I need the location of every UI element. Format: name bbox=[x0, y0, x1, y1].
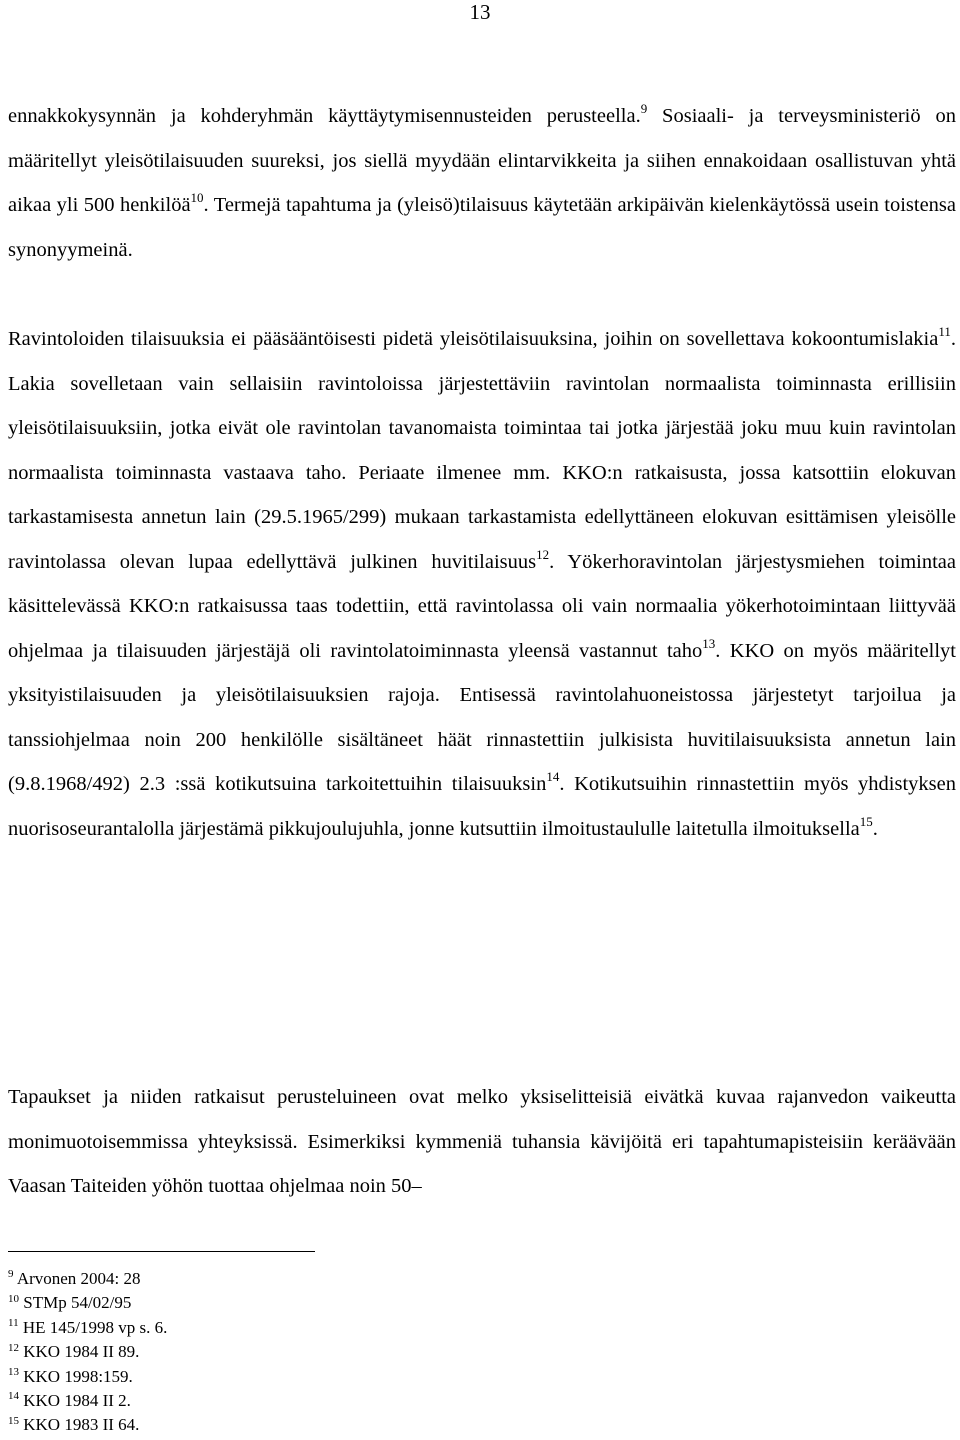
footnote-text: HE 145/1998 vp s. 6. bbox=[22, 1317, 168, 1337]
paragraph-text: Ravintoloiden tilaisuuksia ei pääsääntöisesti pidetä yleisötilaisuuksina, joihin on sovellettava kokoontumislakia bbox=[8, 328, 939, 350]
footnote-text: STMp 54/02/95 bbox=[23, 1293, 132, 1313]
paragraph-text: :ssä kotikutsuina tarkoitettuihin tilaisuuksin bbox=[174, 773, 547, 795]
footnote-ref-12[interactable]: 12 bbox=[536, 546, 550, 562]
footnote-number: 14 bbox=[8, 1390, 19, 1403]
paragraph-text: . KKO on myös määritellyt yksityistilaisuuden ja yleisötilaisuuksien rajoja. Entisessä ravintolahuoneistossa järjestetyt tarjoilua ja tanssiohjelmaa noin 200 henkilölle sisältäneet häät rinnastettiin julkisista huvitilaisuuksista annetun lain (9.8.1968/492) 2.3 bbox=[8, 639, 956, 795]
footnote-text: Arvonen 2004: 28 bbox=[16, 1269, 141, 1288]
footnote-number: 11 bbox=[8, 1317, 19, 1330]
paragraph-1 bbox=[8, 94, 956, 272]
paragraph-text: . bbox=[872, 817, 878, 840]
footnotes-list bbox=[8, 1267, 608, 1438]
footnote-text: KKO 1998:159. bbox=[23, 1366, 133, 1386]
footnote-number: 15 bbox=[8, 1414, 19, 1427]
paragraph-2 bbox=[8, 317, 956, 851]
footnote-ref-11[interactable]: 11 bbox=[938, 324, 951, 340]
footnote-number: 10 bbox=[8, 1292, 19, 1305]
paragraph-text: . Kotikutsuihin rinnastettiin myös yhdistyksen nuorisoseurantalolla järjestämä pikkujoulujuhla, jonne kutsuttiin ilmoitustaululle laitetulla ilmoituksella bbox=[8, 773, 956, 840]
footnote-item bbox=[8, 1316, 608, 1340]
paragraph-text: ennakkokysynnän ja kohderyhmän käyttäytymisennusteiden perusteella. bbox=[8, 105, 641, 127]
footnote-number: 9 bbox=[8, 1268, 14, 1281]
footnote-divider bbox=[8, 1251, 315, 1252]
footnote-item bbox=[8, 1413, 608, 1437]
footnote-ref-10[interactable]: 10 bbox=[190, 190, 204, 206]
page-number: 13 bbox=[469, 0, 491, 24]
footnote-text: KKO 1984 II 89. bbox=[23, 1342, 140, 1362]
footnote-number: 12 bbox=[8, 1341, 19, 1354]
footnote-ref-13[interactable]: 13 bbox=[702, 635, 716, 651]
footnote-item bbox=[8, 1291, 608, 1315]
footnote-ref-14[interactable]: 14 bbox=[546, 769, 560, 785]
paragraph-text: . Lakia sovelletaan vain sellaisiin ravintoloissa järjestettäviin ravintolan normaalista toiminnasta erillisiin yleisötilaisuuksiin, jotka eivät ole ravintolan tavanomaista toimintaa tai jotka järjestää joku muu kuin ravintolan normaalista toiminnasta vastaava taho. Periaate ilmenee mm. KKO:n ratkaisusta, jossa katsottiin elokuvan tarkastamisesta annetun lain (29.5.1965/299) mukaan tarkastamista edellyttäneen elokuvan esittämisen yleisölle ravintolassa olevan lupaa edellyttävä julkinen huvitilaisuus bbox=[8, 328, 956, 573]
paragraph-text: . Termejä tapahtuma ja (yleisö)tilaisuus käytetään arkipäivän kielenkäytössä usein toistensa synonyymeinä. bbox=[8, 194, 956, 261]
footnote-item bbox=[8, 1389, 608, 1413]
footnote-text: KKO 1983 II 64. bbox=[23, 1415, 140, 1435]
paragraph-text: Sosiaali- ja terveysministeriö on määritellyt yleisötilaisuuden suureksi, jos siellä myydään elintarvikkeita ja siihen ennakoidaan osallistuvan yhtä aikaa yli 500 henkilöä bbox=[8, 105, 956, 216]
footnote-text: KKO 1984 II 2. bbox=[23, 1391, 131, 1411]
footnote-ref-15[interactable]: 15 bbox=[859, 813, 873, 829]
footnote-number: 13 bbox=[8, 1365, 19, 1378]
footnote-item bbox=[8, 1340, 608, 1364]
paragraph-text: Tapaukset ja niiden ratkaisut perusteluineen ovat melko yksiselitteisiä eivätkä kuvaa rajanvedon vaikeutta monimuotoisemmissa yhteyksissä. Esimerkiksi kymmeniä tuhansia kävijöitä eri tapahtumapisteisiin keräävään Vaasan Taiteiden yöhön tuottaa ohjelmaa noin 50– bbox=[8, 1086, 956, 1197]
paragraph-3 bbox=[8, 1075, 956, 1209]
footnote-item bbox=[8, 1365, 608, 1389]
footnote-ref-9[interactable]: 9 bbox=[640, 101, 648, 117]
paragraph-text: . Yökerhoravintolan järjestysmiehen toimintaa käsittelevässä KKO:n ratkaisussa taas todettiin, että ravintolassa oli vain normaalia yökerhotoimintaan liittyvää ohjelmaa ja tilaisuuden järjestäjä oli ravintolatoiminnasta yleensä vastannut taho bbox=[8, 550, 956, 662]
footnote-item bbox=[8, 1267, 608, 1291]
